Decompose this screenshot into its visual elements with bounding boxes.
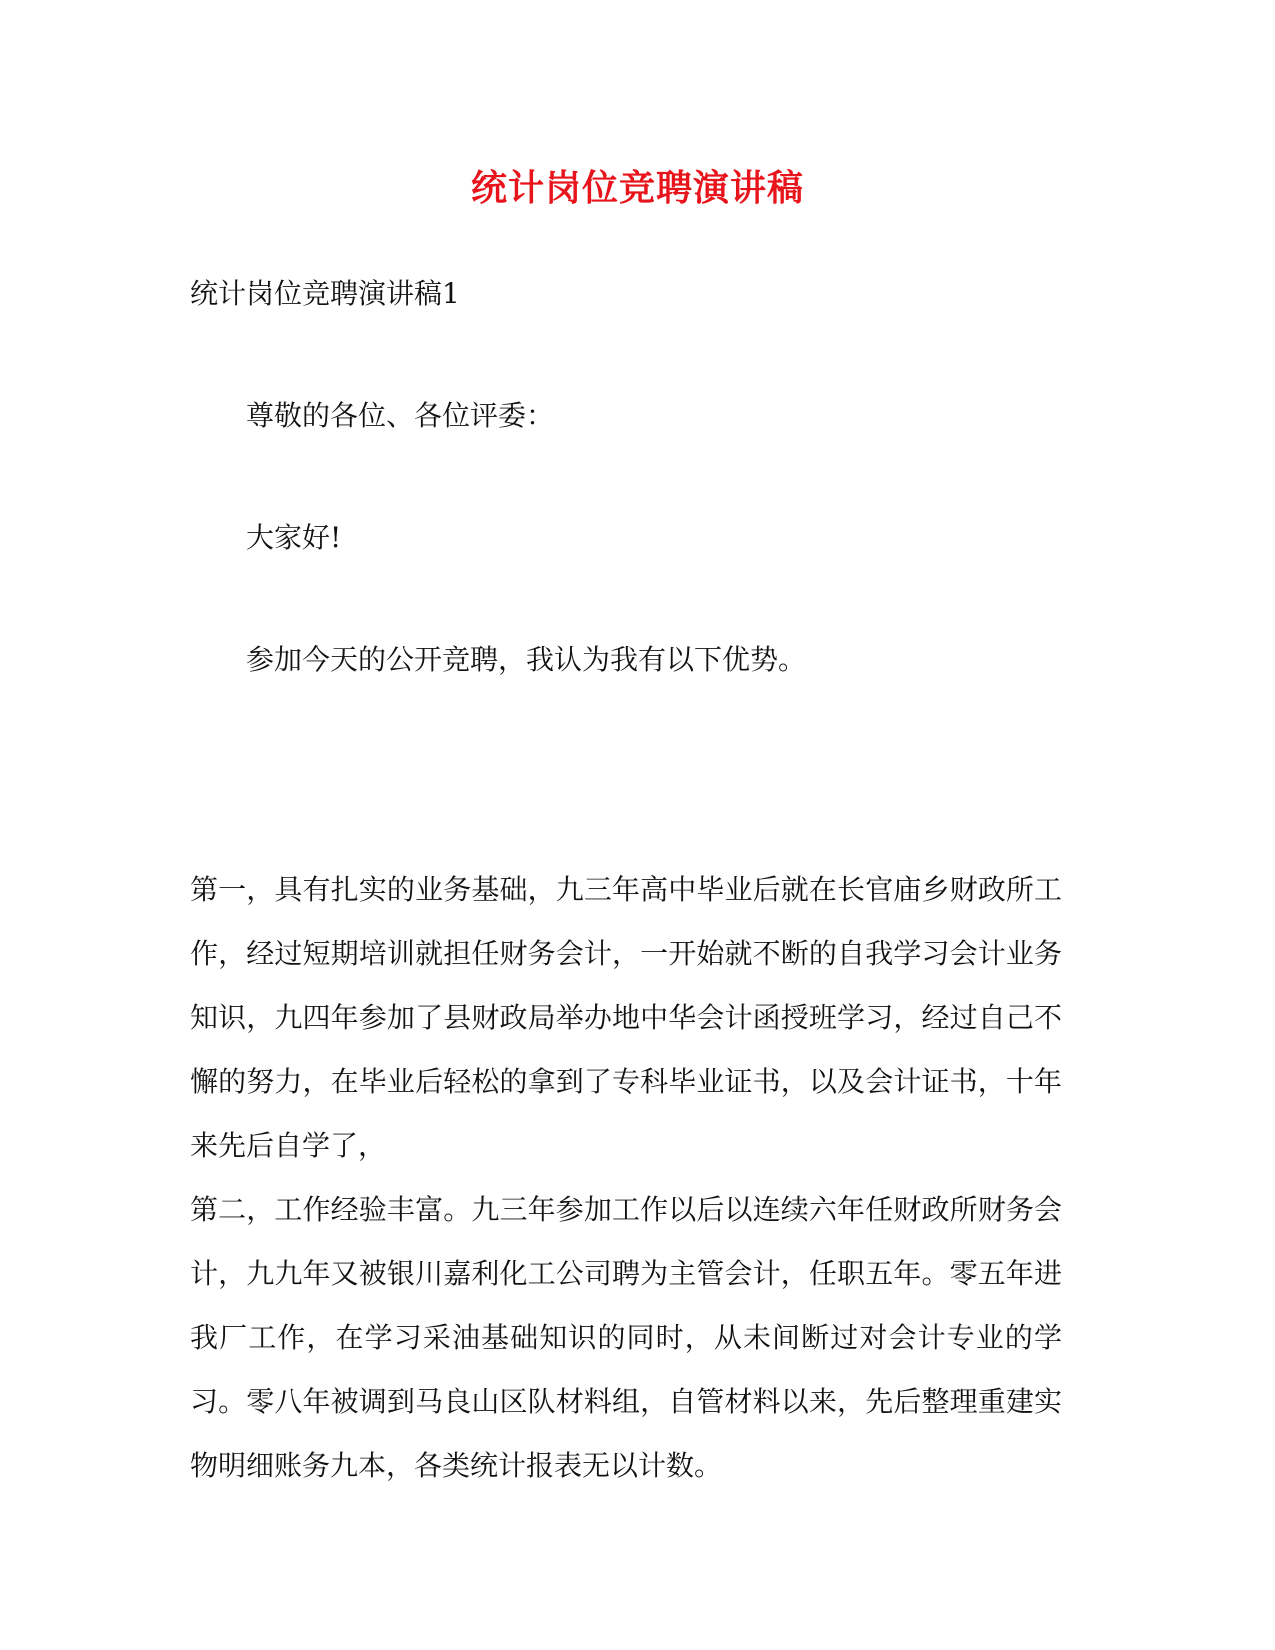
paragraph-first: 第一，具有扎实的业务基础，九三年高中毕业后就在长官庙乡财政所工作，经过短期培训就担任财务会计，一开始就不断的自我学习会计业务知识，九四年参加了县财政局举办地中华会计函授班学习，经过自己不懈的努力，在毕业后轻松的拿到了专科毕业证书，以及会计证书，十年来先后自学了，	[190, 873, 1062, 1162]
document-title: 统计岗位竞聘演讲稿	[470, 167, 804, 209]
greeting-line: 尊敬的各位、各位评委：	[246, 399, 555, 432]
hello-line: 大家好!	[246, 521, 342, 554]
paragraph-second: 第二，工作经验丰富。九三年参加工作以后以连续六年任财政所财务会计，九九年又被银川嘉利化工公司聘为主管会计，任职五年。零五年进我厂工作，在学习采油基础知识的同时，从未间断过对会计专业的学习。零八年被调到马良山区队材料组，自管材料以来，先后整理重建实物明细账务九本，各类统计报表无以计数。	[190, 1193, 1062, 1482]
document-subtitle: 统计岗位竞聘演讲稿1	[190, 277, 460, 310]
body-text	[190, 858, 1062, 1498]
intro-line: 参加今天的公开竞聘，我认为我有以下优势。	[246, 643, 807, 676]
